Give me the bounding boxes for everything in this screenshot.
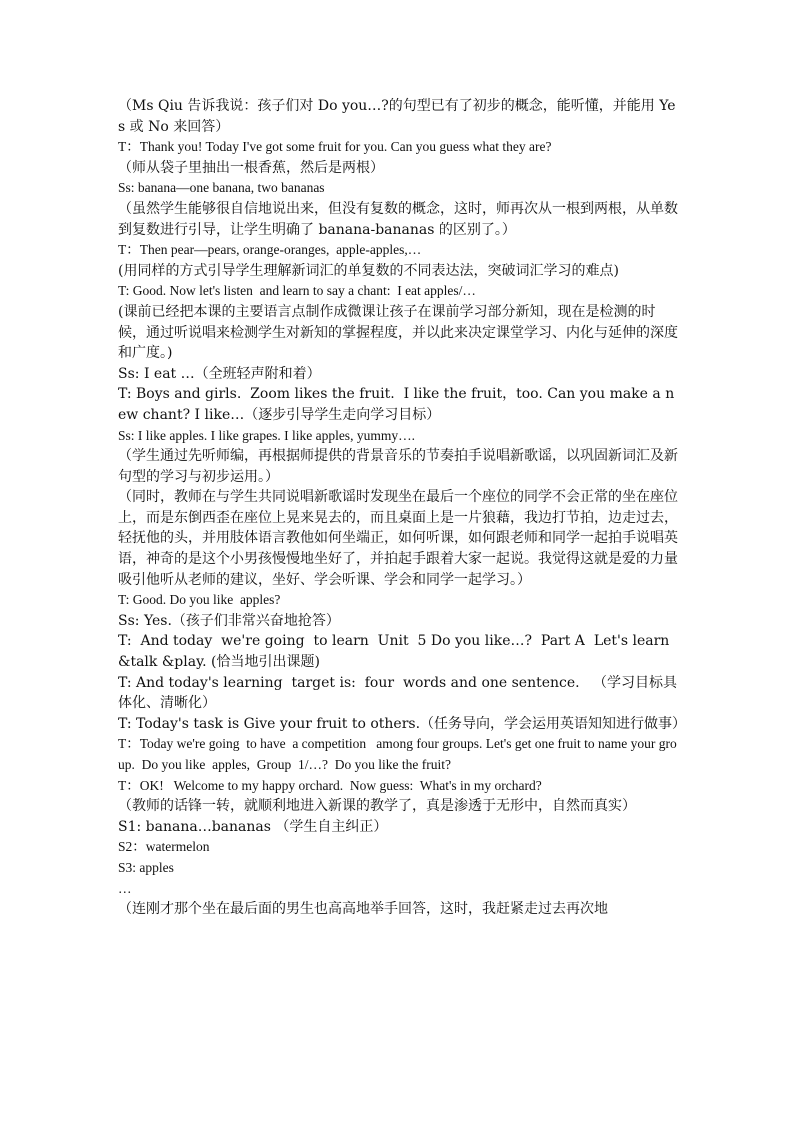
dialogue-line: T: And today's learning target is: four words and one sentence. （学习目标具体化、清晰化）	[118, 674, 677, 712]
paragraph-teacher-note: （教师的话锋一转，就顺利地进入新课的教学了，真是渗透于无形中，自然而真实）	[118, 798, 636, 815]
dialogue-line: T: And today we're going to learn Unit 5 Do you like…? Part A Let's learn &talk &play. (恰当地引出课题)	[118, 633, 679, 671]
dialogue-line: S1: banana…bananas （学生自主纠正）	[118, 818, 388, 835]
dialogue-line: T：Then pear—pears, orange-oranges, apple-apples,…	[118, 242, 422, 258]
paragraph-teacher-note: （连刚才那个坐在最后面的男生也高高地举手回答，这时，我赶紧走过去再次地	[118, 901, 608, 918]
dialogue-line: Ss: I eat …（全班轻声附和着）	[118, 365, 321, 382]
dialogue-line: T: Today's task is Give your fruit to others.（任务导向，学会运用英语知知进行做事）	[118, 715, 687, 732]
paragraph-teacher-note: （师从袋子里抽出一根香蕉，然后是两根）	[118, 159, 384, 176]
paragraph-teacher-note: （同时，教师在与学生共同说唱新歌谣时发现坐在最后一个座位的同学不会正常的坐在座位上，而是东倒西歪在座位上晃来晃去的，而且桌面上是一片狼藉，我边打节拍，边走过去，轻抚他的头，并用肢体语言教他如何坐端正，如何听课，如何跟老师和同学一起拍手说唱英语，神奇的是这个小男孩慢慢地坐好了，并拍起手跟着大家一起说。我觉得这就是爱的力量吸引他听从老师的建议，坐好、学会听课、学会和同学一起学习。）	[118, 489, 678, 588]
paragraph-teacher-note: (用同样的方式引导学生理解新词汇的单复数的不同表达法，突破词汇学习的难点)	[118, 262, 619, 279]
dialogue-line: T: Boys and girls. Zoom likes the fruit. I like the fruit，too. Can you make a new chant? I like…（逐步引导学生走向学习目标）	[118, 386, 675, 423]
paragraph-teacher-note: （Ms Qiu 告诉我说：孩子们对 Do you…?的句型已有了初步的概念，能听懂，并能用 Yes 或 No 来回答）	[118, 98, 676, 135]
dialogue-line: T：Thank you! Today I've got some fruit for you. Can you guess what they are?	[118, 139, 552, 155]
dialogue-line: Ss: I like apples. I like grapes. I like apples, yummy….	[118, 427, 415, 443]
paragraph-teacher-note: （虽然学生能够很自信地说出来，但没有复数的概念，这时，师再次从一根到两根，从单数到复数进行引导，让学生明确了 banana-bananas 的区别了。）	[118, 200, 678, 238]
document-body	[118, 96, 687, 920]
dialogue-line: T：OK! Welcome to my happy orchard. Now guess: What's in my orchard?	[118, 777, 542, 793]
dialogue-line: Ss: Yes.（孩子们非常兴奋地抢答）	[118, 612, 340, 629]
ellipsis-line: …	[118, 880, 132, 896]
dialogue-line: T: Good. Do you like apples?	[118, 592, 281, 608]
dialogue-line: S3: apples	[118, 859, 174, 875]
dialogue-line: S2：watermelon	[118, 839, 210, 855]
dialogue-line: Ss: banana—one banana, two bananas	[118, 180, 325, 196]
dialogue-line: T: Good. Now let's listen and learn to say a chant: I eat apples/…	[118, 283, 476, 299]
paragraph-teacher-note: (课前已经把本课的主要语言点制作成微课让孩子在课前学习部分新知，现在是检测的时候，通过听说唱来检测学生对新知的掌握程度，并以此来决定课堂学习、内化与延伸的深度和广度。)	[118, 303, 678, 362]
paragraph-teacher-note: （学生通过先听师编，再根据师提供的背景音乐的节奏拍手说唱新歌谣，以巩固新词汇及新句型的学习与初步运用。）	[118, 448, 678, 485]
dialogue-line: T：Today we're going to have a competition among four groups. Let's get one fruit to name your group. Do you like apples, Group 1/…? Do you like the fruit?	[118, 736, 677, 772]
